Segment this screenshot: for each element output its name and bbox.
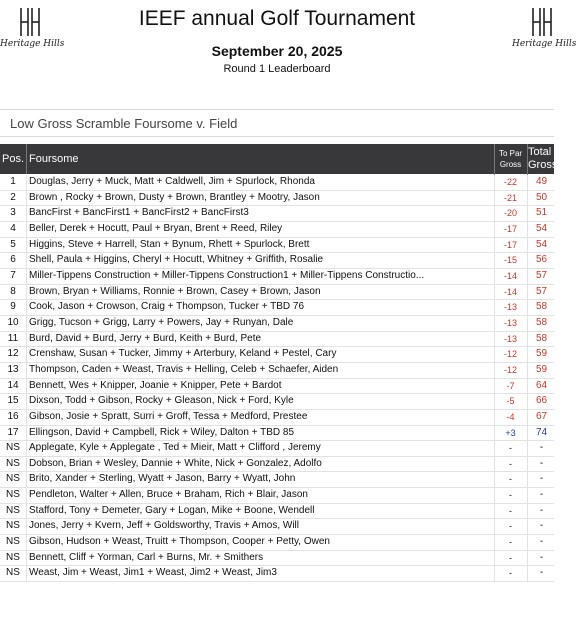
section-title: Low Gross Scramble Foursome v. Field: [10, 116, 238, 131]
row-foursome: Applegate, Kyle + Applegate , Ted + Mieir, Matt + Clifford , Jeremy: [29, 442, 321, 454]
row-to-par: -21: [494, 191, 526, 206]
row-total-gross: 59: [527, 347, 555, 362]
table-row[interactable]: [0, 285, 554, 301]
row-foursome: Cook, Jason + Crowson, Craig + Thompson, Tucker + TBD 76: [29, 301, 305, 313]
row-foursome: Gibson, Josie + Spratt, Surri + Groff, Tessa + Medford, Prestee: [29, 410, 308, 422]
row-position: 4: [0, 222, 27, 237]
row-foursome: Ellingson, David + Campbell, Rick + Wiley, Dalton + TBD 85: [29, 426, 295, 438]
row-to-par: -12: [494, 363, 526, 378]
column-header-total-line2: Gross: [528, 159, 558, 171]
row-position: NS: [0, 535, 27, 550]
row-foursome: Brown , Rocky + Brown, Dusty + Brown, Brantley + Mootry, Jason: [29, 191, 320, 203]
row-to-par: -14: [494, 285, 526, 300]
row-position: 15: [0, 394, 27, 409]
row-foursome: Thompson, Caden + Weast, Travis + Helling, Celeb + Schaefer, Aiden: [29, 363, 339, 375]
row-total-gross: 49: [527, 175, 555, 190]
row-to-par: -: [494, 504, 526, 519]
row-position: 12: [0, 347, 27, 362]
row-position: NS: [0, 551, 27, 566]
row-foursome: Weast, Jim + Weast, Jim1 + Weast, Jim2 + Weast, Jim3: [29, 567, 277, 579]
row-position: 17: [0, 426, 27, 441]
row-total-gross: 74: [527, 426, 555, 441]
row-position: NS: [0, 504, 27, 519]
row-position: 9: [0, 300, 27, 315]
column-header-to-par-line1: To Par: [498, 149, 523, 158]
row-position: NS: [0, 488, 27, 503]
row-position: 14: [0, 379, 27, 394]
row-position: NS: [0, 472, 27, 487]
row-foursome: Dobson, Brian + Wesley, Dannie + White, Nick + Gonzalez, Adolfo: [29, 457, 322, 469]
row-position: 11: [0, 332, 27, 347]
column-header-pos[interactable]: Pos.: [0, 144, 27, 174]
row-total-gross: 58: [527, 300, 555, 315]
row-total-gross: 59: [527, 363, 555, 378]
row-total-gross: 54: [527, 238, 555, 253]
row-total-gross: 64: [527, 379, 555, 394]
leaderboard-table: [0, 175, 554, 582]
column-header-to-par[interactable]: [494, 144, 526, 178]
row-total-gross: 54: [527, 222, 555, 237]
page-title: IEEF annual Golf Tournament: [138, 7, 416, 30]
row-position: 10: [0, 316, 27, 331]
row-foursome: Beller, Derek + Hocutt, Paul + Bryan, Brent + Reed, Riley: [29, 222, 283, 234]
row-foursome: Pendleton, Walter + Allen, Bruce + Braham, Rich + Blair, Jason: [29, 489, 308, 501]
row-total-gross: 50: [527, 191, 555, 206]
row-position: NS: [0, 457, 27, 472]
row-foursome: Brown, Bryan + Williams, Ronnie + Brown, Casey + Brown, Jason: [29, 285, 321, 297]
row-to-par: -: [494, 519, 526, 534]
table-row[interactable]: [0, 410, 554, 426]
row-position: 1: [0, 175, 27, 190]
row-total-gross: -: [527, 472, 555, 487]
row-foursome: Burd, David + Burd, Jerry + Burd, Keith + Burd, Pete: [29, 332, 262, 344]
row-total-gross: -: [527, 488, 555, 503]
row-position: 16: [0, 410, 27, 425]
column-header-total-gross[interactable]: [527, 144, 558, 176]
row-total-gross: -: [527, 566, 555, 581]
row-position: 13: [0, 363, 27, 378]
row-position: 5: [0, 238, 27, 253]
row-to-par: -: [494, 457, 526, 472]
row-foursome: BancFirst + BancFirst1 + BancFirst2 + BancFirst3: [29, 207, 249, 219]
row-position: 2: [0, 191, 27, 206]
row-position: 3: [0, 206, 27, 221]
table-row[interactable]: [0, 519, 554, 535]
table-row[interactable]: [0, 269, 554, 285]
row-foursome: Jones, Jerry + Kvern, Jeff + Goldsworthy, Travis + Amos, Will: [29, 520, 299, 532]
row-total-gross: 51: [527, 206, 555, 221]
table-row[interactable]: [0, 457, 554, 473]
row-foursome: Grigg, Tucson + Grigg, Larry + Powers, Jay + Runyan, Dale: [29, 316, 294, 328]
row-to-par: -20: [494, 206, 526, 221]
row-foursome: Crenshaw, Susan + Tucker, Jimmy + Arterbury, Keland + Pestel, Cary: [29, 348, 337, 360]
row-position: NS: [0, 566, 27, 581]
section-bar: [0, 109, 554, 137]
row-position: NS: [0, 519, 27, 534]
table-row[interactable]: [0, 441, 554, 457]
row-to-par: -: [494, 535, 526, 550]
row-to-par: -7: [494, 379, 526, 394]
row-to-par: -: [494, 551, 526, 566]
table-row[interactable]: [0, 316, 554, 332]
row-to-par: -22: [494, 175, 526, 190]
page-header: [0, 6, 554, 75]
table-row[interactable]: [0, 394, 554, 410]
row-to-par: -13: [494, 316, 526, 331]
row-total-gross: -: [527, 535, 555, 550]
row-foursome: Bennett, Wes + Knipper, Joanie + Knipper, Pete + Bardot: [29, 379, 282, 391]
table-row[interactable]: [0, 253, 554, 269]
row-to-par: -15: [494, 253, 526, 268]
table-row[interactable]: [0, 363, 554, 379]
row-position: 6: [0, 253, 27, 268]
table-row[interactable]: [0, 206, 554, 222]
row-total-gross: 58: [527, 316, 555, 331]
logo-text: Heritage Hills: [512, 39, 576, 49]
row-to-par: -17: [494, 238, 526, 253]
table-row[interactable]: [0, 566, 554, 582]
event-date: September 20, 2025: [211, 43, 343, 59]
row-foursome: Miller-Tippens Construction + Miller-Tippens Construction1 + Miller-Tippens Constructio...: [29, 269, 425, 281]
table-row[interactable]: [0, 191, 554, 207]
row-foursome: Gibson, Hudson + Weast, Truitt + Thompson, Cooper + Petty, Owen: [29, 536, 330, 548]
row-to-par: -5: [494, 394, 526, 409]
row-foursome: Dixson, Todd + Gibson, Rocky + Gleason, Nick + Ford, Kyle: [29, 395, 294, 407]
row-foursome: Higgins, Steve + Harrell, Stan + Bynum, Rhett + Spurlock, Brett: [29, 238, 310, 250]
table-row[interactable]: [0, 300, 554, 316]
table-row[interactable]: [0, 426, 554, 442]
row-to-par: -13: [494, 300, 526, 315]
row-to-par: -: [494, 488, 526, 503]
table-header: [0, 144, 558, 174]
row-position: NS: [0, 441, 27, 456]
row-total-gross: 56: [527, 253, 555, 268]
table-row[interactable]: [0, 222, 554, 238]
column-header-to-par-line2: Gross: [499, 160, 522, 169]
row-to-par: -12: [494, 347, 526, 362]
row-position: 8: [0, 285, 27, 300]
table-row[interactable]: [0, 332, 554, 348]
table-row[interactable]: [0, 488, 554, 504]
table-row[interactable]: [0, 175, 554, 191]
row-to-par: -17: [494, 222, 526, 237]
column-header-total-line1: Total: [528, 146, 552, 158]
row-total-gross: -: [527, 504, 555, 519]
table-row[interactable]: [0, 472, 554, 488]
row-total-gross: 66: [527, 394, 555, 409]
row-to-par: -4: [494, 410, 526, 425]
row-foursome: Douglas, Jerry + Muck, Matt + Caldwell, Jim + Spurlock, Rhonda: [29, 176, 315, 187]
row-foursome: Bennett, Cliff + Yorman, Carl + Burns, Mr. + Smithers: [29, 551, 264, 563]
row-total-gross: 57: [527, 285, 555, 300]
row-total-gross: 67: [527, 410, 555, 425]
table-row[interactable]: [0, 379, 554, 395]
round-label: Round 1 Leaderboard: [223, 63, 331, 75]
row-total-gross: -: [527, 441, 555, 456]
row-to-par: +3: [494, 426, 526, 441]
table-row[interactable]: [0, 504, 554, 520]
table-row[interactable]: [0, 551, 554, 567]
table-row[interactable]: [0, 238, 554, 254]
row-to-par: -: [494, 566, 526, 581]
row-foursome: Stafford, Tony + Demeter, Gary + Logan, Mike + Boone, Wendell: [29, 504, 315, 516]
row-total-gross: -: [527, 551, 555, 566]
column-header-foursome[interactable]: Foursome: [29, 153, 79, 165]
row-foursome: Brito, Xander + Sterling, Wyatt + Jason, Barry + Wyatt, John: [29, 473, 296, 485]
row-to-par: -14: [494, 269, 526, 284]
table-row[interactable]: [0, 347, 554, 363]
row-total-gross: 57: [527, 269, 555, 284]
logo-text: Heritage Hills: [0, 39, 65, 49]
row-total-gross: -: [527, 519, 555, 534]
row-position: 7: [0, 269, 27, 284]
row-to-par: -13: [494, 332, 526, 347]
row-total-gross: -: [527, 457, 555, 472]
row-total-gross: 58: [527, 332, 555, 347]
row-to-par: -: [494, 441, 526, 456]
table-row[interactable]: [0, 535, 554, 551]
row-to-par: -: [494, 472, 526, 487]
row-foursome: Shell, Paula + Higgins, Cheryl + Hocutt, Whitney + Griffith, Rosalie: [29, 254, 324, 266]
